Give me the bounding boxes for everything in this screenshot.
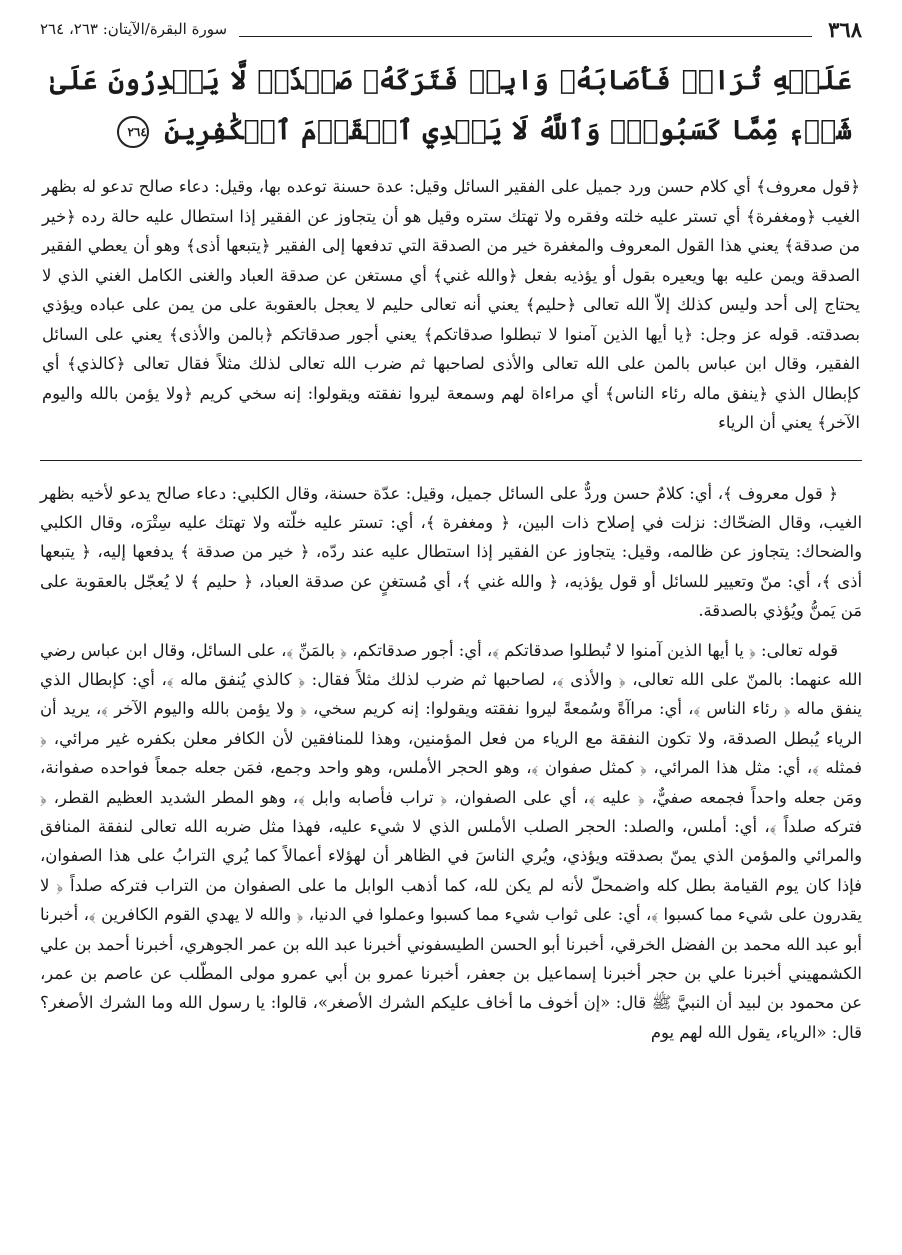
quran-verse xyxy=(40,56,862,156)
book-page xyxy=(40,14,862,1241)
surah-title: سورة البقرة/الآيتان: ٢٦٣، ٢٦٤ xyxy=(40,20,228,38)
ayah-number-marker: ٢٦٤ xyxy=(117,116,149,148)
page-number: ٣٦٨ xyxy=(828,16,862,42)
header-divider xyxy=(239,22,812,37)
footnote-section xyxy=(40,479,862,1048)
commentary-text: ﴿قول معروف﴾ أي كلام حسن ورد جميل على الفقير السائل وقيل: عدة حسنة توعده بها، وقيل: دعاء صالح تدعو له بظهر الغيب ﴿ومغفرة﴾ أي تستر عليه خلته وفقره ولا تهتك ستره وقيل هو أن يتجاوز عن الفقير إذا استطال عليه حالة رده ﴿خير من صدقة﴾ يعني هذا القول المعروف والمغفرة خير من الصدقة التي تدفعها إلى الفقير ﴿يتبعها أذى﴾ وهو أن يعطي الفقير الصدقة ويمن عليه بها ويعيره بقول أو يؤذيه بفعل ﴿والله غني﴾ أي مستغن عن صدقة العباد والغنى الكامل الغني الذي لا يحتاج إلى أحد وليس كذلك إلاّ الله تعالى ﴿حليم﴾ يعني أنه تعالى حليم لا يعجل بالعقوبة على من يمن على عباده ويؤذي بصدقته. قوله عز وجل: ﴿يا أيها الذين آمنوا لا تبطلوا صدقاتكم﴾ يعني أجور صدقاتكم ﴿بالمن والأذى﴾ يعني على السائل الفقير، وقال ابن عباس بالمن على الله تعالى والأذى لصاحبها ثم ضرب الله تعالى لذلك مثلاً فقال تعالى ﴿كالذي﴾ أي كإبطال الذي ﴿ينفق ماله رئاء الناس﴾ أي مراءاة لهم وسمعة ليروا نفقته ويقولوا: إنه سخي كريم ﴿ولا يؤمن بالله واليوم الآخر﴾ يعني أن الرياء xyxy=(42,177,860,432)
footnote-paragraph: قوله تعالى: ﴿ يا أيها الذين آمنوا لا تُبطلوا صدقاتكم ﴾، أي: أجور صدقاتكم، ﴿ بالمَنِّ ﴾، على السائل، وقال ابن عباس رضي الله عنهما: بالمنّ على الله تعالى، ﴿ والأذى ﴾، لصاحبها ثم ضرب لذلك مثلاً فقال: ﴿ كالذي يُنفق ماله ﴾، أي: كإبطال الذي ينفق ماله ﴿ رئاء الناس ﴾، أي: مراآةً وسُمعةً ليروا نفقته ويقولوا: إنه كريم سخي، ﴿ ولا يؤمن بالله واليوم الآخر ﴾، يريد أن الرياء يُبطل الصدقة، ولا تكون النفقة مع الرياء من فعل المؤمنين، وهذا للمنافقين لأن الكافر معلن بكفره غير مرائي، ﴿ فمثله ﴾، أي: مثل هذا المرائي، ﴿ كمثل صفوان ﴾، وهو الحجر الأملس، وهو واحد وجمع، فمَن جعله جمعاً فواحده صفوانة، ومَن جعله واحداً فجمعه صفيٌّ، ﴿ عليه ﴾، أي على الصفوان، ﴿ تراب فأصابه وابل ﴾، وهو المطر الشديد العظيم القطر، ﴿ فتركه صلداً ﴾، أي: أملس، والصلد: الحجر الصلب الأملس الذي لا شيء عليه، فهذا مثل ضربه الله تعالى لنفقة المنافق والمرائي والمؤمن الذي يمنّ بصدقته ويؤذي، ويُري الناسَ في الظاهر أن لهؤلاء أعمالاً كما يُري الترابُ على هذا الصفوان، فإذا كان يوم القيامة بطل كله واضمحلّ لأنه لم يكن لله، كما أذهب الوابل ما على الصفوان من التراب فتركه صلداً ﴿ لا يقدرون على شيء مما كسبوا ﴾، أي: على ثواب شيء مما كسبوا وعملوا في الدنيا، ﴿ والله لا يهدي القوم الكافرين ﴾، أخبرنا أبو عبد الله محمد بن الفضل الخرقي، أخبرنا أبو الحسن الطيسفوني أخبرنا عبد الله بن عمر الجوهري، أخبرنا أحمد بن علي الكشمهيني أخبرنا علي بن حجر أخبرنا إسماعيل بن جعفر، أخبرنا عمرو بن أبي عمرو مولى المطّلب عن عاصم بن عمر، عن محمود بن لبيد أن النبيَّ ﷺ قال: «إن أخوف ما أخاف عليكم الشرك الأصغر»، قالوا: يا رسول الله وما الشرك الأصغر؟ قال: «الرياء، يقول الله لهم يوم xyxy=(40,640,862,1042)
footnote-paragraph: ﴿ قول معروف ﴾، أي: كلامٌ حسن وردٌّ على السائل جميل، وقيل: عدّة حسنة، وقال الكلبي: دعاء صالح يدعو لأخيه بظهر الغيب، وقال الضحّاك: نزلت في إصلاح ذات البين، ﴿ ومغفرة ﴾، أي: تستر عليه خلّته ولا تهتك عليه سِتْرَه، وقال الكلبي والضحاك: يتجاوز عن ظالمه، وقيل: يتجاوز عن الفقير إذا استطال عليه عند ردّه، ﴿ خير من صدقة ﴾ يدفعها إليه، ﴿ يتبعها أذى ﴾، أي: منّ وتعيير للسائل أو قول يؤذيه، ﴿ والله غني ﴾، أي مُستغنٍ عن صدقة العباد، ﴿ حليم ﴾ لا يُعجّل بالعقوبة على مَن يَمنُّ ويُؤذي بالصدقة. xyxy=(40,483,862,621)
verse-text: عَلَيۡهِ تُرَابٞ فَأَصَابَهُۥ وَابِلٞ فَتَرَكَهُۥ صَلۡدٗاۖ لَّا يَقۡدِرُونَ عَلَىٰ شَيۡءٖ مِّمَّا كَسَبُواْۗ وَٱللَّهُ لَا يَهۡدِي ٱلۡقَوۡمَ ٱلۡكَٰفِرِينَ xyxy=(50,65,852,146)
page-header xyxy=(40,14,862,44)
footnote-divider xyxy=(40,460,862,461)
